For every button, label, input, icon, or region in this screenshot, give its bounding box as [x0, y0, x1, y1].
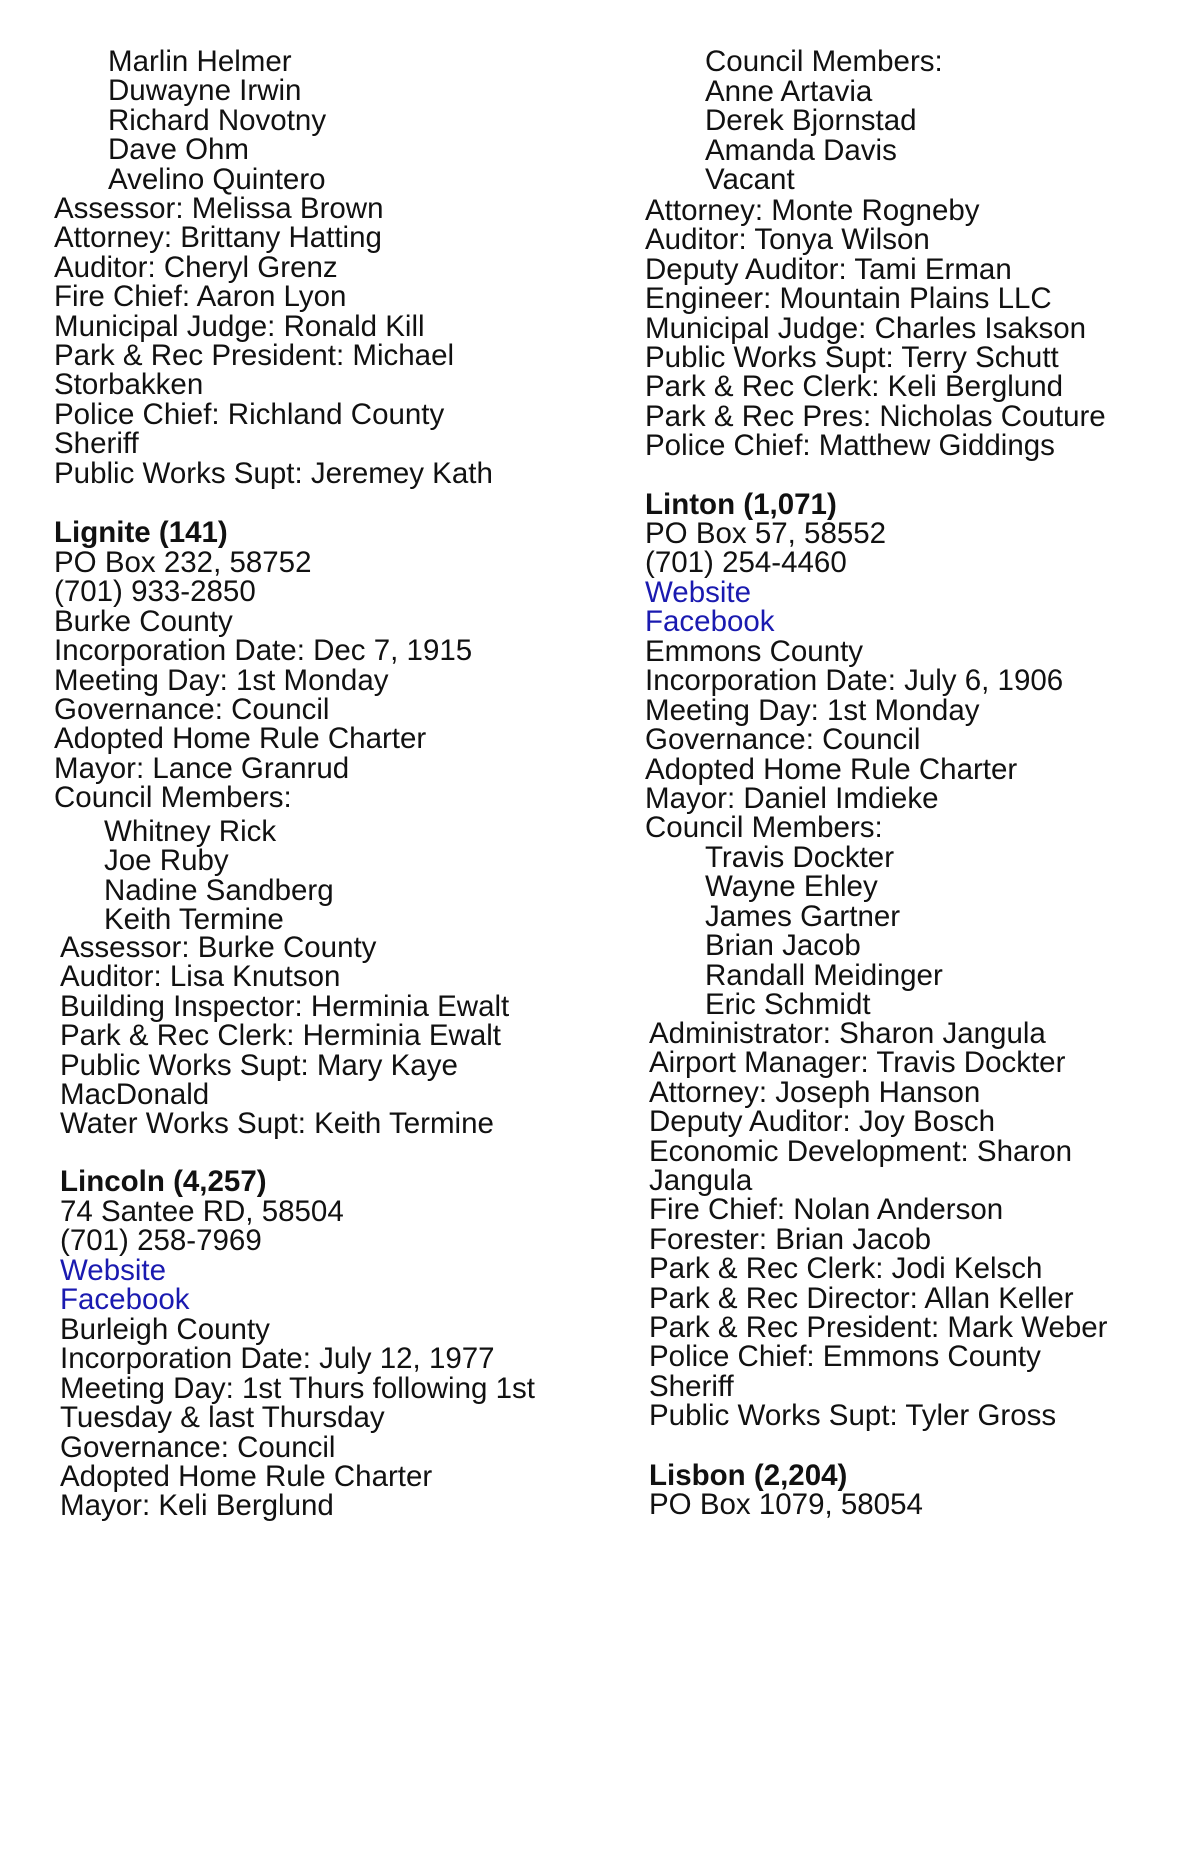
- official-line: Public Works Supt: Mary Kaye: [60, 1048, 458, 1082]
- official-line: Attorney: Brittany Hatting: [54, 221, 382, 255]
- city-heading-linton: Linton (1,071): [645, 488, 837, 521]
- council-member: Richard Novotny: [108, 103, 327, 137]
- official-line: Park & Rec Pres: Nicholas Couture: [645, 399, 1106, 433]
- official-line: Deputy Auditor: Tami Erman: [645, 252, 1012, 286]
- facebook-link[interactable]: Facebook: [60, 1283, 190, 1317]
- city-detail: Governance: Council: [645, 723, 921, 757]
- official-line: Park & Rec Director: Allan Keller: [649, 1281, 1074, 1315]
- official-line: Auditor: Lisa Knutson: [60, 960, 341, 994]
- official-line: Fire Chief: Nolan Anderson: [649, 1193, 1004, 1227]
- city-detail: Council Members:: [54, 781, 292, 815]
- official-line: Municipal Judge: Charles Isakson: [645, 311, 1087, 345]
- official-line: Sheriff: [649, 1369, 734, 1403]
- official-line: Auditor: Cheryl Grenz: [54, 250, 338, 284]
- official-line: MacDonald: [60, 1078, 210, 1111]
- city-detail: Burke County: [54, 604, 233, 638]
- official-line: Economic Development: Sharon: [649, 1134, 1073, 1168]
- official-line: Water Works Supt: Keith Termine: [60, 1107, 494, 1141]
- city-detail: 74 Santee RD, 58504: [60, 1195, 344, 1228]
- official-line: Fire Chief: Aaron Lyon: [54, 280, 347, 314]
- official-line: Auditor: Tonya Wilson: [645, 223, 930, 257]
- city-detail: Emmons County: [645, 635, 864, 668]
- official-line: Police Chief: Emmons County: [649, 1340, 1041, 1374]
- city-detail: Council Members:: [645, 811, 883, 845]
- city-detail: Meeting Day: 1st Monday: [54, 663, 389, 697]
- city-detail: Governance: Council: [54, 693, 330, 726]
- city-detail: Incorporation Date: July 6, 1906: [645, 664, 1064, 698]
- city-heading-lincoln: Lincoln (4,257): [60, 1165, 267, 1198]
- official-line: Park & Rec President: Mark Weber: [649, 1311, 1108, 1344]
- city-detail: Incorporation Date: July 12, 1977: [60, 1342, 495, 1376]
- city-detail: PO Box 232, 58752: [54, 546, 312, 579]
- city-detail: Tuesday & last Thursday: [60, 1401, 385, 1435]
- official-line: Attorney: Joseph Hanson: [649, 1075, 981, 1109]
- council-member: Duwayne Irwin: [108, 74, 302, 108]
- council-label: Council Members:: [705, 45, 943, 78]
- council-member: Whitney Rick: [104, 815, 277, 848]
- official-line: Sheriff: [54, 427, 139, 461]
- city-detail: Governance: Council: [60, 1430, 336, 1464]
- council-member: Vacant: [705, 163, 795, 197]
- official-line: Jangula: [649, 1164, 753, 1197]
- official-line: Administrator: Sharon Jangula: [649, 1017, 1046, 1050]
- official-line: Police Chief: Richland County: [54, 397, 445, 431]
- council-member: Travis Dockter: [705, 841, 895, 874]
- city-detail: (701) 933-2850: [54, 575, 256, 609]
- council-member: James Gartner: [705, 899, 901, 933]
- council-member: Derek Bjornstad: [705, 104, 917, 138]
- city-detail: Mayor: Daniel Imdieke: [645, 782, 939, 815]
- city-detail: PO Box 57, 58552: [645, 517, 887, 550]
- official-line: Park & Rec Clerk: Herminia Ewalt: [60, 1019, 501, 1053]
- council-member: Avelino Quintero: [108, 162, 326, 196]
- council-member: Nadine Sandberg: [104, 873, 334, 907]
- council-member: Marlin Helmer: [108, 45, 292, 78]
- website-link[interactable]: Website: [645, 576, 752, 609]
- city-detail: Meeting Day: 1st Monday: [645, 693, 980, 727]
- official-line: Storbakken: [54, 368, 204, 402]
- council-member: Eric Schmidt: [705, 988, 871, 1021]
- city-detail: Adopted Home Rule Charter: [645, 752, 1018, 786]
- council-member: Brian Jacob: [705, 929, 861, 963]
- council-member: Randall Meidinger: [705, 958, 943, 992]
- official-line: Public Works Supt: Jeremey Kath: [54, 456, 493, 490]
- official-line: Police Chief: Matthew Giddings: [645, 429, 1055, 463]
- official-line: Airport Manager: Travis Dockter: [649, 1046, 1066, 1080]
- official-line: Municipal Judge: Ronald Kill: [54, 309, 425, 343]
- city-detail: (701) 254-4460: [645, 546, 847, 580]
- official-line: Park & Rec Clerk: Jodi Kelsch: [649, 1252, 1043, 1286]
- city-detail: Mayor: Lance Granrud: [54, 751, 350, 785]
- official-line: Park & Rec President: Michael: [54, 339, 455, 372]
- city-detail: (701) 258-7969: [60, 1224, 262, 1258]
- council-member: Keith Termine: [104, 903, 284, 937]
- official-line: Public Works Supt: Terry Schutt: [645, 341, 1059, 374]
- council-member: Amanda Davis: [705, 133, 897, 167]
- council-member: Wayne Ehley: [705, 870, 878, 904]
- official-line: Attorney: Monte Rogneby: [645, 194, 980, 227]
- facebook-link[interactable]: Facebook: [645, 605, 775, 639]
- city-detail: Meeting Day: 1st Thurs following 1st: [60, 1371, 535, 1405]
- city-detail: Adopted Home Rule Charter: [60, 1460, 433, 1493]
- official-line: Forester: Brian Jacob: [649, 1222, 932, 1256]
- city-heading-lisbon: Lisbon (2,204): [649, 1459, 848, 1492]
- city-detail: Incorporation Date: Dec 7, 1915: [54, 634, 473, 668]
- official-line: Engineer: Mountain Plains LLC: [645, 282, 1052, 316]
- council-member: Dave Ohm: [108, 133, 249, 167]
- official-line: Assessor: Burke County: [60, 931, 377, 964]
- city-heading-lignite: Lignite (141): [54, 516, 228, 549]
- official-line: Building Inspector: Herminia Ewalt: [60, 989, 510, 1023]
- council-member: Joe Ruby: [104, 844, 229, 878]
- official-line: Assessor: Melissa Brown: [54, 192, 384, 225]
- website-link[interactable]: Website: [60, 1254, 167, 1287]
- official-line: Public Works Supt: Tyler Gross: [649, 1399, 1057, 1433]
- city-detail: Adopted Home Rule Charter: [54, 722, 427, 756]
- city-detail: Mayor: Keli Berglund: [60, 1489, 334, 1523]
- council-member: Anne Artavia: [705, 75, 873, 108]
- official-line: Deputy Auditor: Joy Bosch: [649, 1105, 995, 1139]
- city-detail: PO Box 1079, 58054: [649, 1488, 923, 1521]
- official-line: Park & Rec Clerk: Keli Berglund: [645, 370, 1064, 404]
- city-detail: Burleigh County: [60, 1313, 270, 1346]
